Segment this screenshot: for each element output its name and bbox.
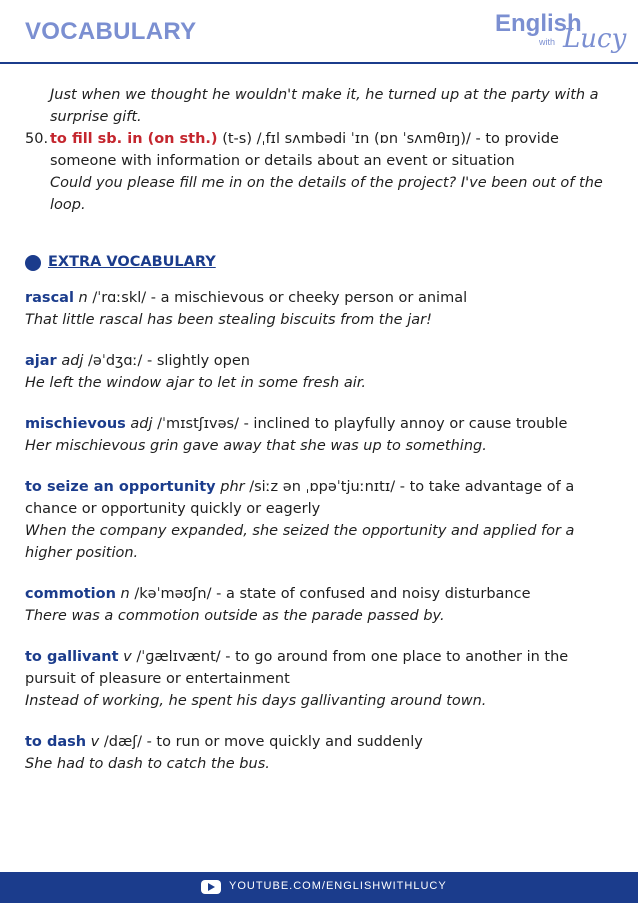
entry-definition: - a mischievous or cheeky person or animal (150, 290, 468, 306)
bullet-circle-icon (25, 255, 41, 271)
youtube-channel-link[interactable]: YOUTUBE.COM/ENGLISHWITHLUCY (229, 880, 447, 892)
page-title: VOCABULARY (25, 18, 197, 45)
item-definition: - to provide someone with information or details about an event or situation (50, 131, 559, 169)
entry-term: to gallivant (25, 649, 119, 665)
entry-definition: - to run or move quickly and suddenly (146, 734, 423, 750)
entry-pronunciation: /dæʃ/ (103, 734, 142, 750)
english-with-lucy-logo (495, 10, 627, 54)
play-icon (208, 883, 215, 891)
entry-pronunciation: /əˈdʒɑː/ (88, 353, 143, 369)
entry-pos: adj (61, 353, 84, 369)
vocab-entry (25, 646, 578, 712)
entry-example: When the company expanded, she seized the opportunity and applied for a higher position. (25, 523, 575, 561)
entry-pos: n (120, 586, 130, 602)
entry-pronunciation: /ˈɡælɪvænt/ (136, 649, 221, 665)
vocab-item-50 (0, 128, 608, 216)
entry-term: rascal (25, 290, 74, 306)
entry-term: commotion (25, 586, 116, 602)
section-title: EXTRA VOCABULARY (48, 254, 216, 270)
entry-term: ajar (25, 353, 57, 369)
item-number: 50. (25, 131, 49, 147)
logo-with-text: with (539, 37, 556, 47)
item-example: Could you please fill me in on the details of the project? I've been out of the loop. (50, 175, 603, 213)
entry-definition: - a state of confused and noisy disturbance (216, 586, 531, 602)
vocab-entry (25, 476, 578, 564)
entry-definition: - inclined to playfully annoy or cause trouble (243, 416, 568, 432)
page-footer (0, 872, 638, 903)
vocab-entry (25, 350, 578, 394)
entry-term: to seize an opportunity (25, 479, 216, 495)
item-term: to fill sb. in (on sth.) (50, 131, 218, 147)
page-header (0, 0, 638, 64)
youtube-icon[interactable] (201, 880, 221, 894)
entry-definition: - slightly open (147, 353, 250, 369)
entry-pos: phr (220, 479, 245, 495)
entry-term: to dash (25, 734, 87, 750)
entry-term: mischievous (25, 416, 126, 432)
entry-pos: adj (130, 416, 153, 432)
logo-english-text: English (495, 10, 582, 37)
entry-example: Instead of working, he spent his days gallivanting around town. (25, 693, 487, 709)
logo-lucy-text: Lucy (563, 24, 627, 54)
entry-pos: v (123, 649, 132, 665)
vocab-entry (25, 583, 578, 627)
item-pronunciation: (t-s) /ˌfɪl sʌmbədi ˈɪn (ɒn ˈsʌmθɪŋ)/ (222, 131, 471, 147)
entry-definition: - to take advantage of a chance or opportunity quickly or eagerly (25, 479, 575, 517)
entry-example: Her mischievous grin gave away that she was up to something. (25, 438, 487, 454)
entry-pronunciation: /siːz ən ˌɒpəˈtjuːnɪtɪ/ (249, 479, 396, 495)
entry-definition: - to go around from one place to another in the pursuit of pleasure or entertainment (25, 649, 569, 687)
entry-pronunciation: /kəˈməʊʃn/ (134, 586, 212, 602)
vocab-entry (25, 413, 578, 457)
entry-pos: n (78, 290, 88, 306)
entry-pronunciation: /ˈmɪstʃɪvəs/ (157, 416, 239, 432)
continued-example: Just when we thought he wouldn't make it, he turned up at the party with a surprise gift. (50, 87, 599, 125)
vocab-entry (25, 731, 578, 775)
entry-pronunciation: /ˈrɑːskl/ (92, 290, 147, 306)
page-content (0, 84, 638, 775)
entry-example: There was a commotion outside as the parade passed by. (25, 608, 445, 624)
entry-example: She had to dash to catch the bus. (25, 756, 270, 772)
extra-vocabulary-heading (0, 250, 638, 272)
vocab-entry (25, 287, 578, 331)
continued-example-block (0, 84, 608, 128)
header-divider (0, 62, 638, 64)
entry-pos: v (90, 734, 100, 750)
entry-example: That little rascal has been stealing biscuits from the jar! (25, 312, 432, 328)
entry-example: He left the window ajar to let in some fresh air. (25, 375, 366, 391)
